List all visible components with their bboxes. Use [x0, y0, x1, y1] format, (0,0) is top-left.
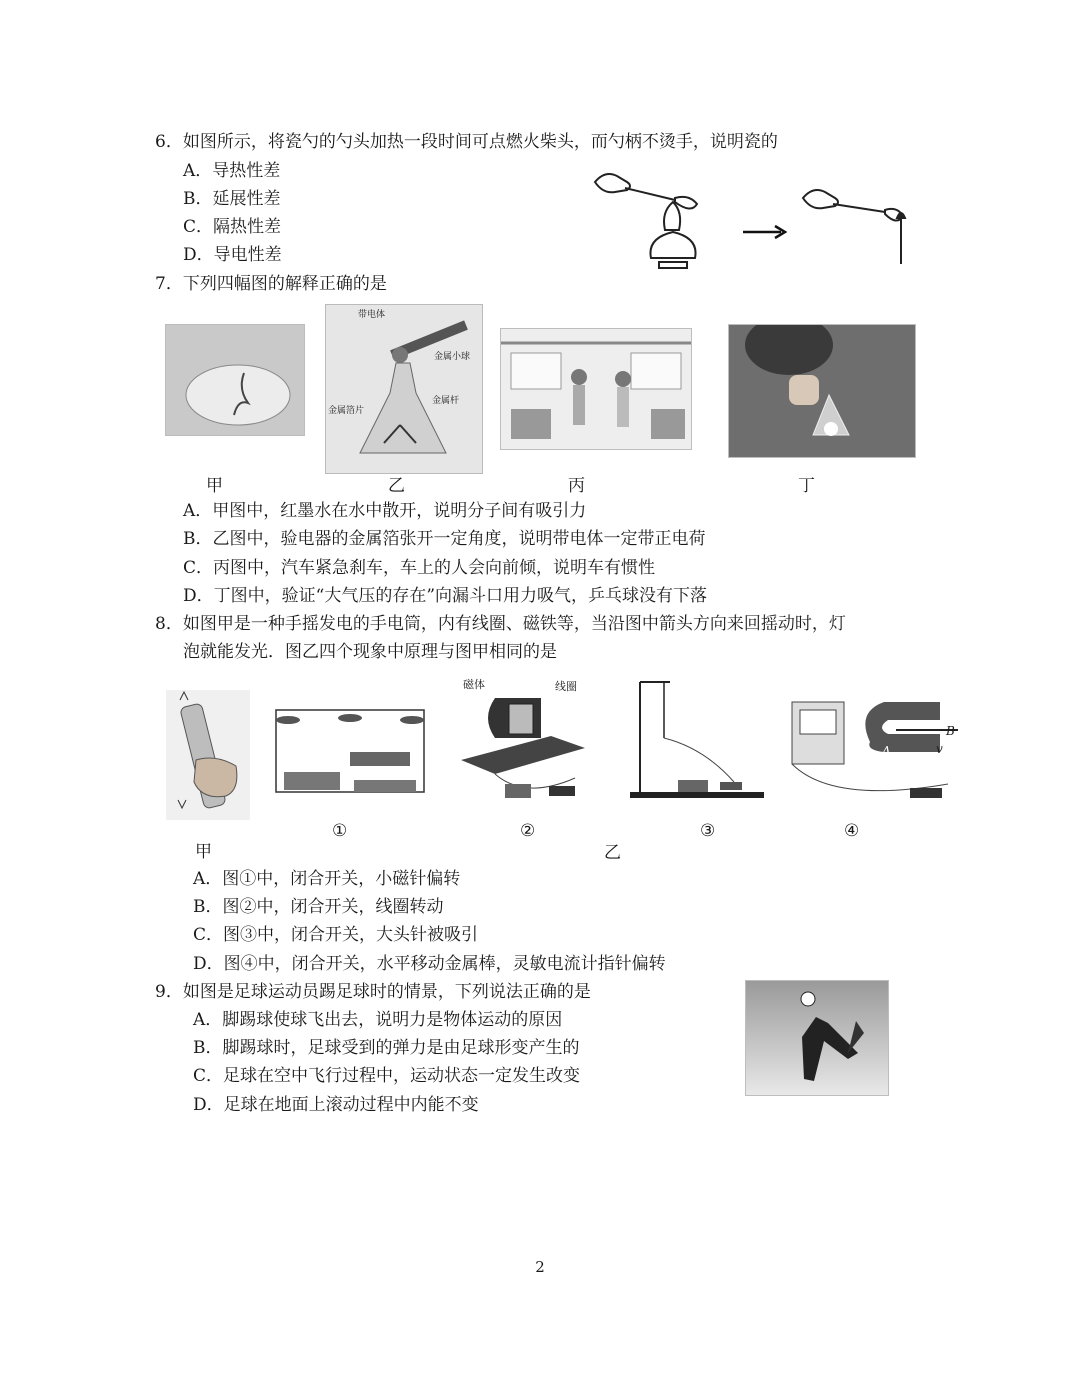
q7-label-bing: 丙	[568, 476, 585, 496]
q8-label-circle-2: ②	[520, 821, 536, 841]
q7-option-d: D．丁图中，验证“大气压的存在”向漏斗口用力吸气，乒乓球没有下落	[183, 586, 708, 606]
q8-label-magnet: 磁体	[463, 678, 485, 691]
q7-stem: 7．下列四幅图的解释正确的是	[155, 274, 387, 294]
q8-figure-3-electromagnet	[626, 676, 766, 802]
q7-label-yi: 乙	[388, 476, 405, 496]
q9-option-a: A．脚踢球使球飞出去，说明力是物体运动的原因	[193, 1010, 563, 1030]
q8-label-A: A	[882, 744, 891, 758]
q7-label-charged-body: 带电体	[358, 310, 386, 320]
q7-option-b: B．乙图中，验电器的金属箔张开一定角度，说明带电体一定带正电荷	[183, 529, 706, 549]
q8-figure-4-induction-galvanometer	[786, 690, 964, 806]
q7-label-jia: 甲	[206, 476, 223, 496]
q7-label-metal-rod: 金属杆	[432, 396, 460, 406]
q8-figure-2-coil-in-magnet	[455, 676, 595, 804]
page-number: 2	[535, 1258, 545, 1276]
q9-option-d: D．足球在地面上滚动过程中内能不变	[193, 1095, 479, 1115]
q7-option-a: A．甲图中，红墨水在水中散开，说明分子间有吸引力	[183, 501, 587, 521]
q8-option-c: C．图③中，闭合开关，大头针被吸引	[193, 925, 479, 945]
q8-label-v: v	[936, 742, 943, 756]
q8-figure-1-oersted	[270, 692, 430, 800]
q6-option-d: D．导电性差	[183, 245, 282, 265]
q9-stem: 9．如图是足球运动员踢足球时的情景，下列说法正确的是	[155, 982, 591, 1002]
q7-label-metal-foil: 金属箔片	[328, 406, 365, 416]
q8-label-yi: 乙	[604, 843, 621, 863]
q6-figure-spoon-heating	[585, 160, 930, 272]
q6-option-c: C．隔热性差	[183, 217, 282, 237]
q8-option-a: A．图①中，闭合开关，小磁针偏转	[193, 869, 461, 889]
q9-figure-soccer-kick	[745, 980, 889, 1096]
q8-stem-line1: 8．如图甲是一种手摇发电的手电筒，内有线圈、磁铁等，当沿图中箭头方向来回摇动时，灯	[155, 614, 846, 634]
q8-label-coil: 线圈	[555, 680, 577, 693]
q6-option-b: B．延展性差	[183, 189, 281, 209]
q7-figure-bing-bus-braking	[500, 328, 692, 450]
q8-label-jia: 甲	[195, 842, 212, 862]
q8-stem-line2: 泡就能发光．图乙四个现象中原理与图甲相同的是	[183, 642, 557, 662]
q6-stem: 6．如图所示，将瓷勺的勺头加热一段时间可点燃火柴头，而勺柄不烫手，说明瓷的	[155, 132, 778, 152]
q8-figure-jia-shake-flashlight	[166, 690, 250, 820]
q8-option-b: B．图②中，闭合开关，线圈转动	[193, 897, 444, 917]
q8-label-circle-1: ①	[332, 821, 348, 841]
q9-option-c: C．足球在空中飞行过程中，运动状态一定发生改变	[193, 1066, 581, 1086]
q8-label-circle-3: ③	[700, 821, 716, 841]
q9-option-b: B．脚踢球时，足球受到的弹力是由足球形变产生的	[193, 1038, 580, 1058]
q8-label-circle-4: ④	[844, 821, 860, 841]
q7-figure-yi-electroscope	[325, 304, 483, 474]
q7-figure-jia-ink-in-water	[165, 324, 305, 436]
q7-label-metal-ball: 金属小球	[434, 352, 471, 362]
q8-label-B: B	[946, 724, 955, 738]
q7-figure-ding-funnel-pingpong	[728, 324, 916, 458]
q7-option-c: C．丙图中，汽车紧急刹车，车上的人会向前倾，说明车有惯性	[183, 558, 656, 578]
q6-option-a: A．导热性差	[183, 161, 281, 181]
q7-label-ding: 丁	[798, 476, 815, 496]
q8-option-d: D．图④中，闭合开关，水平移动金属棒，灵敏电流计指针偏转	[193, 954, 666, 974]
